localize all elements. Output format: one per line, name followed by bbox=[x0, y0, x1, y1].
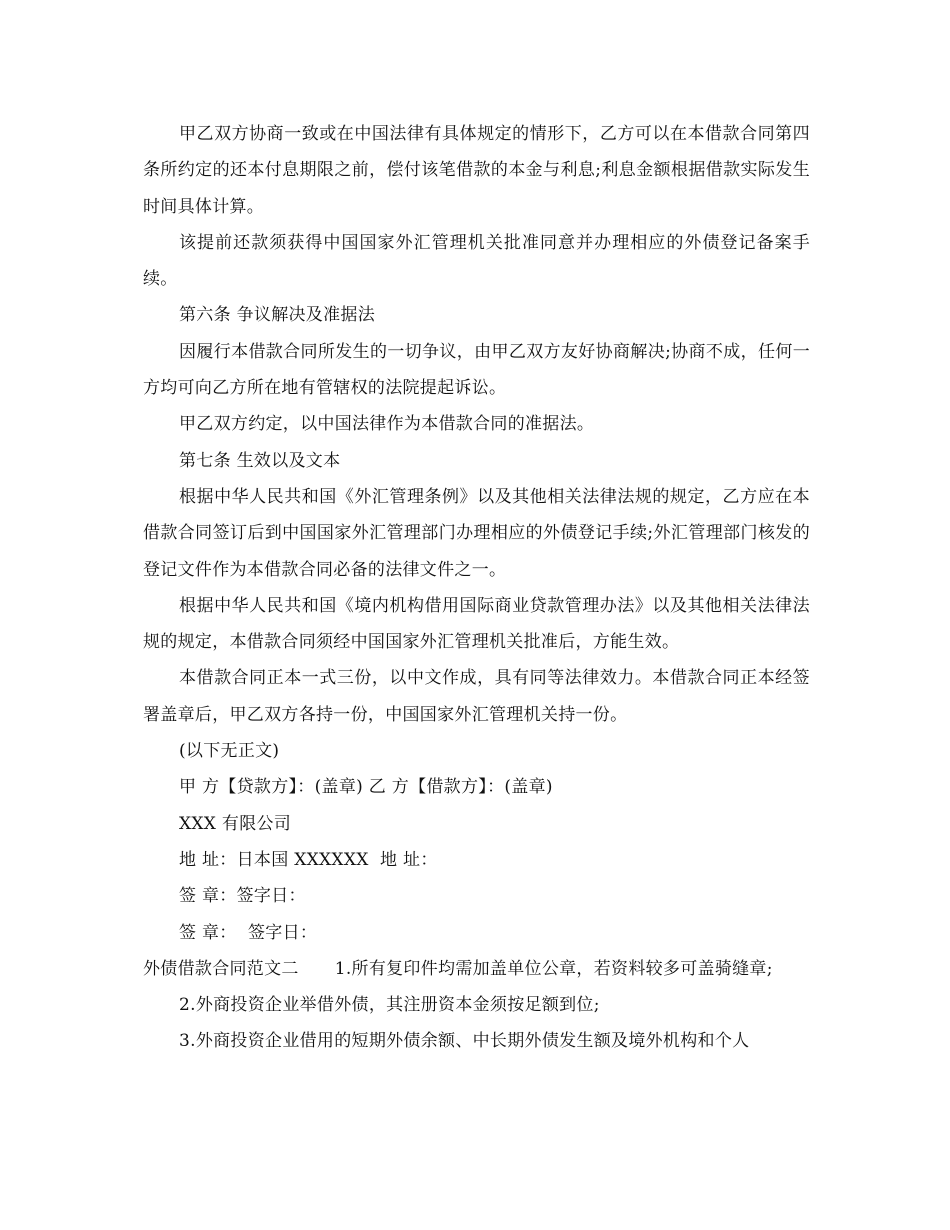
signature-line-1: 签 章：签字日： bbox=[179, 886, 306, 907]
company-name: XXX 有限公司 bbox=[179, 813, 292, 834]
parties-line: 甲 方【贷款方】：(盖章) 乙 方【借款方】：(盖章) bbox=[179, 777, 553, 798]
section-two-paragraph bbox=[143, 951, 810, 987]
article-7-heading: 第七条 生效以及文本 bbox=[179, 450, 341, 471]
no-further-text: (以下无正文) bbox=[179, 741, 280, 762]
list-item-1: 1.所有复印件均需加盖单位公章，若资料较多可盖骑缝章; bbox=[334, 958, 773, 979]
paragraph-copies: 本借款合同正本一式三份，以中文作成，具有同等法律效力。本借款合同正本经签署盖章后，甲乙双方各持一份，中国国家外汇管理机关持一份。 bbox=[143, 668, 810, 725]
paragraph-effectiveness: 根据中华人民共和国《境内机构借用国际商业贷款管理办法》以及其他相关法律法规的规定，本借款合同须经中国国家外汇管理机关批准后，方能生效。 bbox=[143, 595, 810, 653]
article-6-heading: 第六条 争议解决及准据法 bbox=[179, 305, 376, 326]
paragraph-repayment-approval: 该提前还款须获得中国国家外汇管理机关批准同意并办理相应的外债登记备案手续。 bbox=[143, 232, 810, 290]
list-item-3: 3.外商投资企业借用的短期外债余额、中长期外债发生额及境外机构和个人 bbox=[179, 1031, 750, 1052]
address-line: 地 址：日本国 XXXXXX 地 址： bbox=[179, 849, 438, 870]
paragraph-governing-law: 甲乙双方约定，以中国法律作为本借款合同的准据法。 bbox=[179, 414, 595, 435]
paragraph-early-repayment: 甲乙双方协商一致或在中国法律有具体规定的情形下，乙方可以在本借款合同第四条所约定的还本付息期限之前，偿付该笔借款的本金与利息;利息金额根据借款实际发生时间具体计算。 bbox=[143, 124, 810, 217]
paragraph-dispute-resolution: 因履行本借款合同所发生的一切争议，由甲乙双方友好协商解决;协商不成，任何一方均可向乙方所在地有管辖权的法院提起诉讼。 bbox=[143, 341, 810, 399]
paragraph-registration: 根据中华人民共和国《外汇管理条例》以及其他相关法律法规的规定，乙方应在本借款合同签订后到中国国家外汇管理部门办理相应的外债登记手续;外汇管理部门核发的登记文件作为本借款合同必备的法律文件之一。 bbox=[143, 486, 810, 580]
list-item-2: 2.外商投资企业举借外债，其注册资本金须按足额到位; bbox=[179, 995, 600, 1016]
signature-line-2: 签 章： 签字日： bbox=[179, 922, 318, 943]
section-title: 外债借款合同范文二 bbox=[143, 958, 299, 979]
